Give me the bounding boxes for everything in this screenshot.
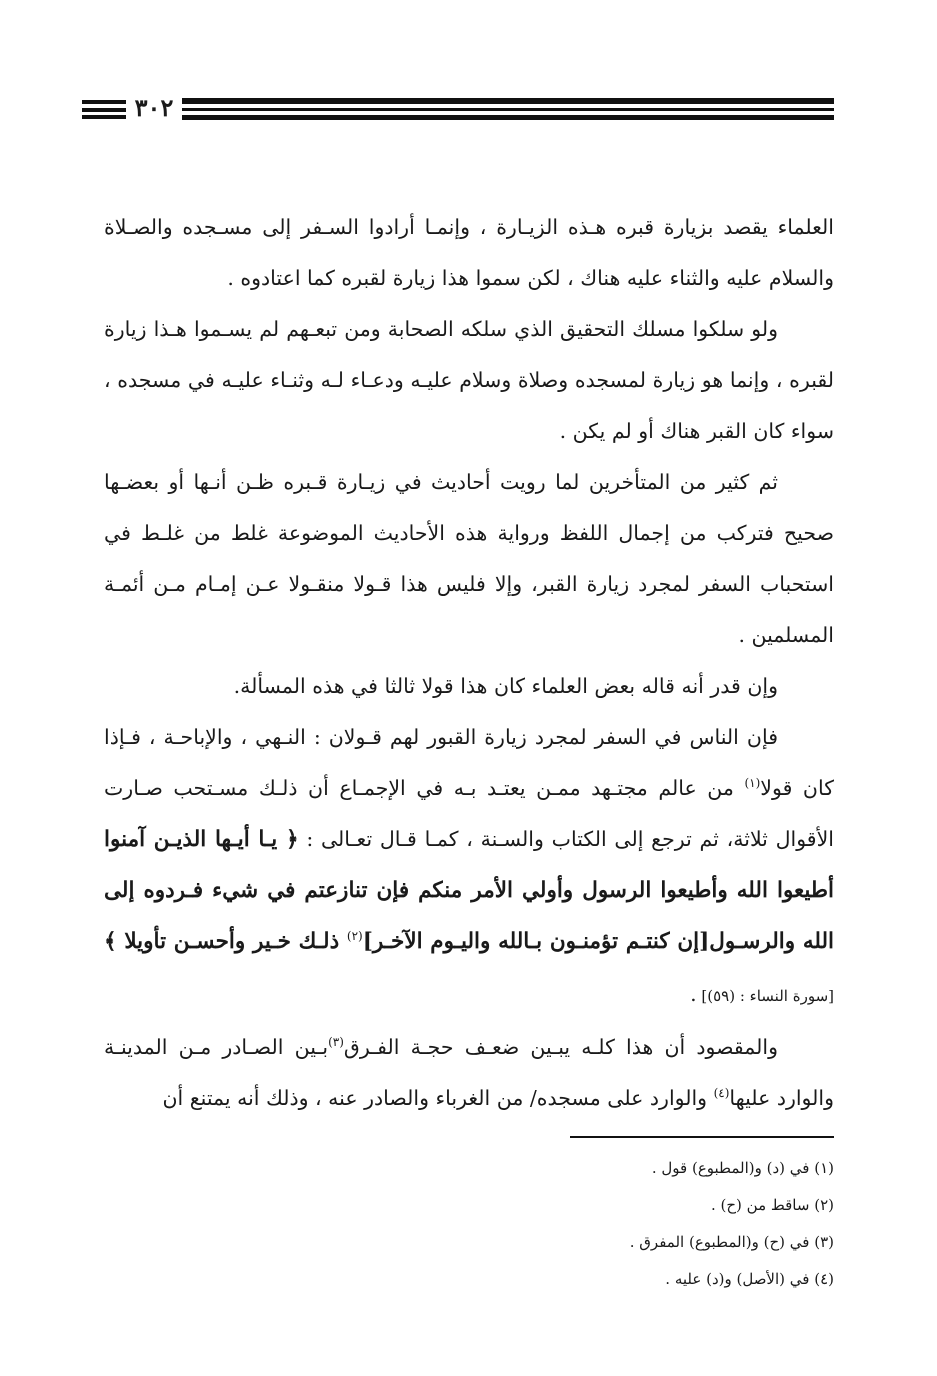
paragraph-5-intro: فإن الناس في السفر لمجرد زيارة القبور لهم قـولان : النـهي ، والإباحـة ، فـإذا كان قولا (104, 725, 834, 800)
paragraph-6-part-3: والوارد على مسجده/ من الغرباء والصادر عنه ، وذلك أنه يمتنع أن (162, 1086, 714, 1110)
quran-close-bracket: ﴾ (104, 929, 117, 954)
quran-verse-insertion: [إن كنتـم تؤمنـون بـالله واليـوم الآخـر] (362, 929, 710, 954)
paragraph-5 (104, 712, 834, 1022)
surah-reference: [سورة النساء : (٥٩)] (696, 987, 834, 1005)
paragraph-4: وإن قدر أنه قاله بعض العلماء كان هذا قولا ثالثا في هذه المسألة. (233, 674, 778, 698)
paragraph-1 (104, 202, 834, 304)
quran-verse-ending: ذلـك خـير وأحسـن تأويلا (116, 929, 347, 954)
paragraph-6-part-2: بـين الصـادر مـن المدينـة والوارد عليها (104, 1035, 834, 1110)
header-rule-left (82, 100, 126, 120)
paragraph-1-line-1: العلماء يقصد بزيارة قبره هـذه الزيـارة ، وإنمـا أرادوا السـفر إلى مسـجده والصـلاة (104, 215, 834, 239)
page-number: ٣٠٢ (134, 93, 174, 122)
paragraph-1-line-2: والسلام عليه والثناء عليه هناك ، لكن سموا هذا زيارة لقبره كما اعتادوه . (227, 266, 834, 290)
footnote-3: (٣) في (ح) و(المطبوع) المفرق . (629, 1233, 834, 1251)
footnote-ref-1: (١) (744, 776, 761, 790)
paragraph-5-continuation: من عالم مجتـهد ممـن يعتـد بـه في الإجمـاع أن ذلـك مسـتحب صـارت الأقوال ثلاثة، ثم ترجع إلى الكتاب والسـنة ، كمـا قـال تعـالى : (104, 776, 834, 851)
header-rule-right (182, 98, 834, 122)
quran-verse-text: يـا أيـها الذيـن آمنوا أطيعوا الله وأطيعوا الرسول وأولي الأمر منكم فإن تنازعتم في شيء فـردوه إلى الله والرسـول (104, 827, 834, 954)
paragraph-6 (104, 1022, 834, 1124)
paragraph-5-end: . (690, 982, 697, 1006)
paragraph-6-part-1: والمقصود أن هذا كلـه يبـين ضعـف حجـة الفـرق (343, 1035, 778, 1059)
footnote-2: (٢) ساقط من (ح) . (710, 1196, 834, 1214)
footnote-ref-4: (٤) (713, 1086, 730, 1100)
footnote-1: (١) في (د) و(المطبوع) قول . (651, 1159, 834, 1177)
footnote-ref-2: (٢) (346, 929, 363, 943)
footnote-separator (570, 1136, 834, 1138)
main-text (104, 202, 834, 1124)
footnote-4: (٤) في (الأصل) و(د) عليه . (665, 1270, 834, 1288)
paragraph-2: ولو سلكوا مسلك التحقيق الذي سلكه الصحابة ومن تبعـهم لم يسـموا هـذا زيارة لقبره ، وإنما هو زيارة لمسجده وصلاة وسلام عليـه ودعـاء لـه وثنـاء عليـه في مسجده ، سواء كان القبر هناك أو لم يكن . (104, 317, 834, 443)
paragraph-3: ثم كثير من المتأخرين لما رويت أحاديث في زيـارة قـبره ظـن أنـها أو بعضـها صحيح فتركب من إجمال اللفظ ورواية هذه الأحاديث الموضوعة غلط من غلـط في استحباب السفر لمجرد زيارة القبر، وإلا فليس هذا قـولا منقـولا عـن إمـام مـن أئمـة المسلمين . (104, 470, 834, 647)
footnotes (300, 1150, 834, 1298)
quran-open-bracket: ﴿ (285, 827, 299, 852)
footnote-ref-3: (٣) (328, 1035, 344, 1049)
page-header (82, 93, 834, 123)
